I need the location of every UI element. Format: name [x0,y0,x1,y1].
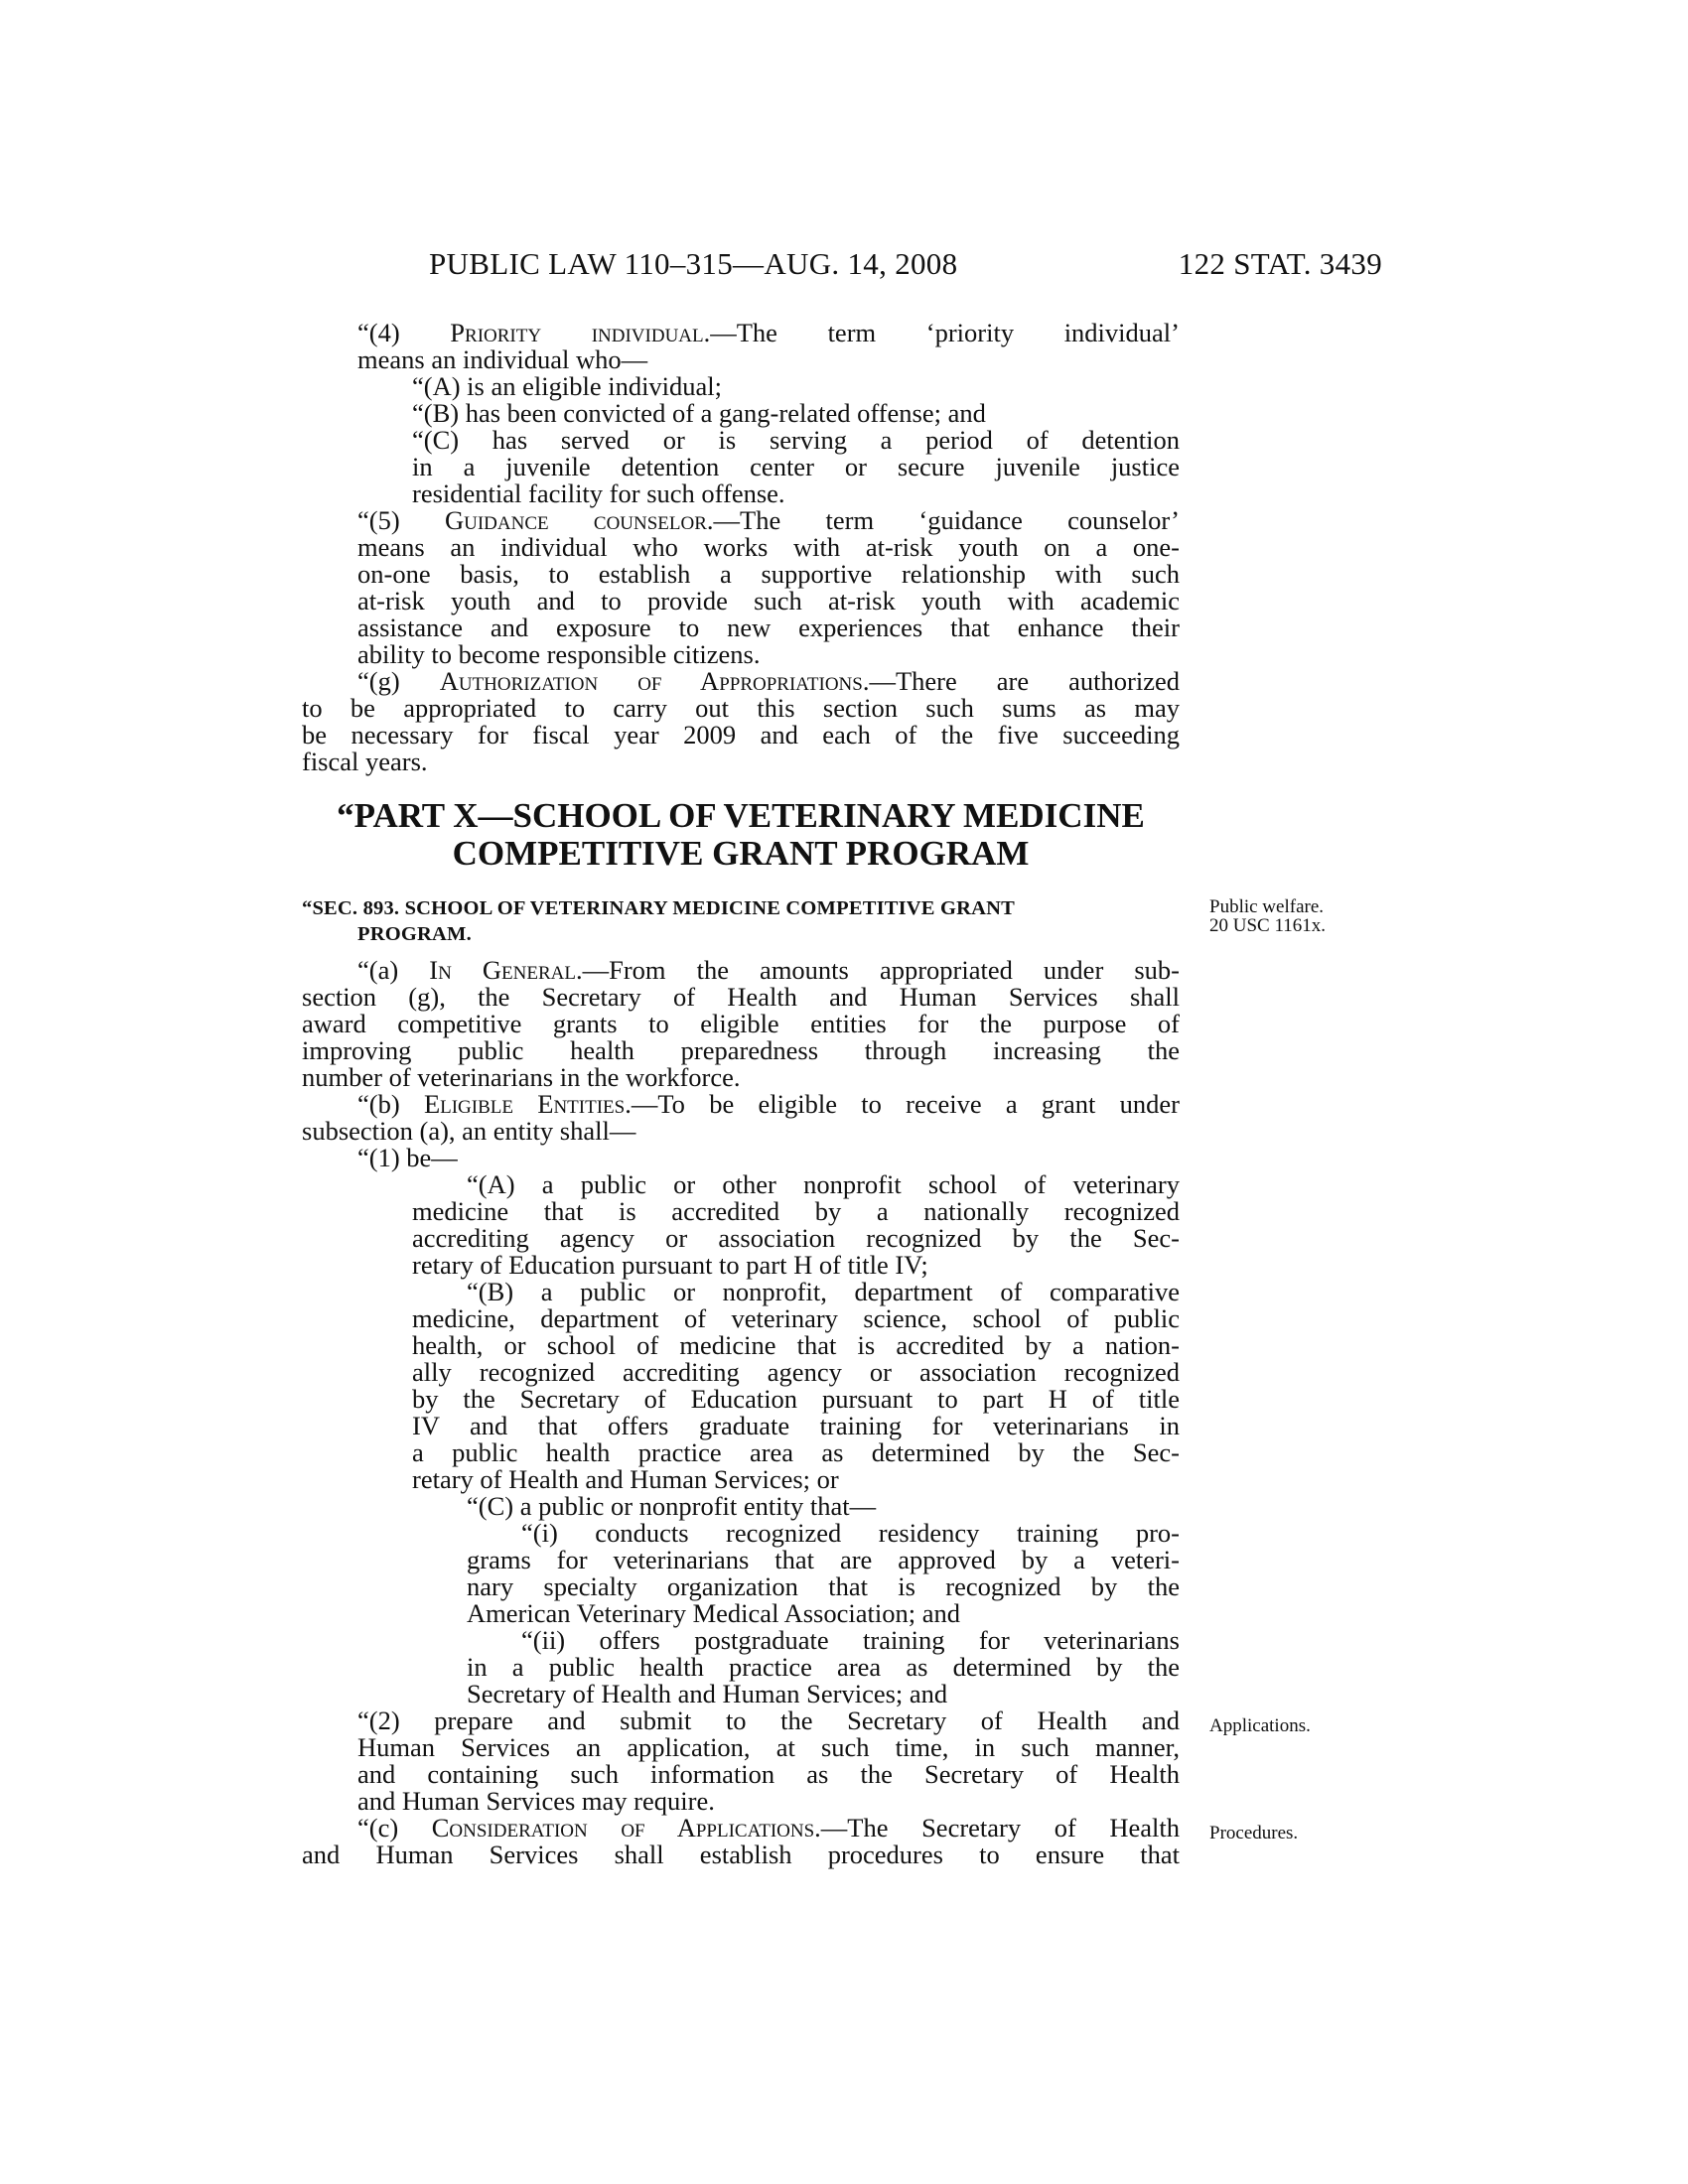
text-line: IV and that offers graduate training for veterinarians in [412,1411,1180,1440]
text-line: “(B) has been convicted of a gang-related offense; and [412,398,986,428]
text-line: “(C) has served or is serving a period of detention [412,425,1180,455]
text-line: be necessary for fiscal year 2009 and each of the five succeeding [302,720,1180,750]
text-line: section (g), the Secretary of Health and Human Services shall [302,982,1180,1012]
text-line: “(A) is an eligible individual; [412,371,723,401]
text-line: “(2) prepare and submit to the Secretary of Health and [357,1706,1180,1735]
section-heading: “SEC. 893. SCHOOL OF VETERINARY MEDICINE COMPETITIVE GRANT [302,897,1016,919]
text-line: accrediting agency or association recognized by the Sec- [412,1223,1180,1253]
text-line: “(4) Priority individual.—The term ‘priority individual’ [357,318,1180,347]
text-line: “(C) a public or nonprofit entity that— [467,1491,877,1521]
text-line: “(B) a public or nonprofit, department of comparative [467,1277,1180,1306]
text-line: by the Secretary of Education pursuant to part H of title [412,1384,1180,1414]
text-line: fiscal years. [302,747,428,776]
text-line: health, or school of medicine that is accredited by a nation- [412,1330,1180,1360]
text-line: “(A) a public or other nonprofit school of veterinary [467,1169,1180,1199]
part-heading-line-1: “PART X—SCHOOL OF VETERINARY MEDICINE [337,796,1145,835]
text-line: to be appropriated to carry out this section such sums as may [302,693,1180,723]
text-line: at-risk youth and to provide such at-risk youth with academic [357,586,1180,615]
margin-note-public-welfare: Public welfare. [1209,896,1325,917]
text-line: “(g) Authorization of Appropriations.—There are authorized [357,666,1180,696]
text-line: Human Services an application, at such time, in such manner, [357,1732,1180,1762]
page-number: 122 STAT. 3439 [1178,246,1382,281]
text-line: “(5) Guidance counselor.—The term ‘guidance counselor’ [357,505,1180,535]
text-line: improving public health preparedness through increasing the [302,1035,1180,1065]
running-head-title: PUBLIC LAW 110–315—AUG. 14, 2008 [429,246,958,281]
text-line: retary of Education pursuant to part H of title IV; [412,1250,928,1280]
text-line: “(ii) offers postgraduate training for veterinarians [521,1625,1180,1655]
text-line: ability to become responsible citizens. [357,639,761,669]
text-line: in a public health practice area as determined by the [467,1652,1180,1682]
text-line: a public health practice area as determined by the Sec- [412,1437,1180,1467]
text-line: “(a) In General.—From the amounts appropriated under sub- [357,955,1180,985]
text-line: and containing such information as the Secretary of Health [357,1759,1180,1789]
text-line: residential facility for such offense. [412,478,785,508]
section-heading-cont: PROGRAM. [357,923,472,945]
text-line: and Human Services shall establish procedures to ensure that [302,1840,1180,1869]
text-line: “(b) Eligible Entities.—To be eligible to receive a grant under [357,1089,1180,1119]
text-line: “(c) Consideration of Applications.—The Secretary of Health [357,1813,1180,1843]
text-line: nary specialty organization that is recognized by the [467,1571,1180,1601]
text-line: “(1) be— [357,1143,458,1172]
margin-note-usc: 20 USC 1161x. [1209,915,1327,936]
part-heading-line-2: COMPETITIVE GRANT PROGRAM [452,834,1030,873]
text-line: medicine that is accredited by a nationally recognized [412,1196,1180,1226]
text-line: ally recognized accrediting agency or association recognized [412,1357,1180,1387]
text-line: means an individual who works with at-risk youth on a one- [357,532,1180,562]
text-line: “(i) conducts recognized residency training pro- [521,1518,1180,1548]
margin-note-applications: Applications. [1209,1715,1311,1736]
text-line: retary of Health and Human Services; or [412,1464,839,1494]
text-line: American Veterinary Medical Association; and [467,1598,960,1628]
text-line: award competitive grants to eligible entities for the purpose of [302,1009,1180,1038]
text-line: assistance and exposure to new experiences that enhance their [357,613,1180,642]
text-line: Secretary of Health and Human Services; and [467,1679,948,1708]
text-line: number of veterinarians in the workforce. [302,1062,741,1092]
margin-note-procedures: Procedures. [1209,1823,1299,1843]
text-line: in a juvenile detention center or secure juvenile justice [412,452,1180,481]
text-line: subsection (a), an entity shall— [302,1116,636,1146]
text-line: means an individual who— [357,344,648,374]
text-line: and Human Services may require. [357,1786,715,1816]
page-header [429,246,1382,286]
text-line: grams for veterinarians that are approved by a veteri- [467,1545,1180,1574]
text-line: on-one basis, to establish a supportive relationship with such [357,559,1180,589]
text-line: medicine, department of veterinary science, school of public [412,1303,1180,1333]
